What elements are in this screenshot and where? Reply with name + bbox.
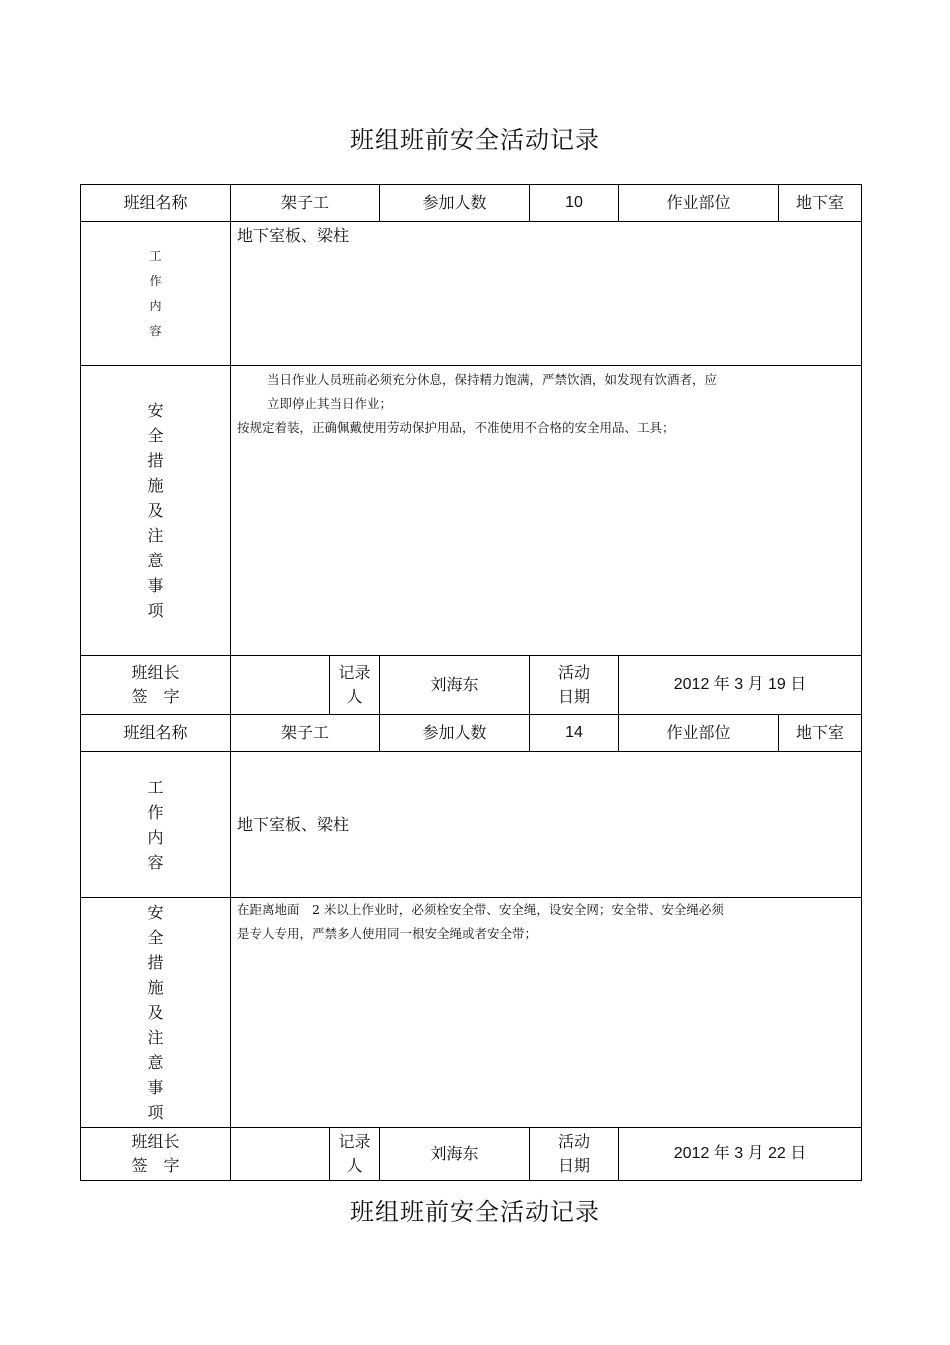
- record-2-signature-row: [81, 1128, 862, 1181]
- leader-sign-label: 班组长 签 字: [81, 656, 231, 715]
- leader-sign-label: 班组长 签 字: [81, 1128, 231, 1181]
- recorder-value: 刘海东: [380, 656, 530, 715]
- work-location-label: 作业部位: [619, 715, 779, 752]
- activity-date-label: 活动 日期: [530, 1128, 619, 1181]
- record-2-safety-row: [81, 898, 862, 1128]
- team-name-label: 班组名称: [81, 185, 231, 222]
- participants-value: 10: [530, 185, 619, 222]
- work-content-label: 工 作 内 容: [81, 222, 231, 366]
- page-title: 班组班前安全活动记录: [350, 126, 600, 154]
- recorder-value: 刘海东: [380, 1128, 530, 1181]
- team-name-value: 架子工: [231, 185, 380, 222]
- activity-date-label: 活动 日期: [530, 656, 619, 715]
- leader-signature-value: [231, 656, 330, 715]
- work-content-value: 地下室板、梁柱: [231, 752, 862, 898]
- participants-label: 参加人数: [380, 715, 530, 752]
- work-location-label: 作业部位: [619, 185, 779, 222]
- record-1-work-content-row: [81, 222, 862, 366]
- activity-record-table: [80, 184, 862, 1181]
- safety-line: 在距离地面 2 米以上作业时，必须栓安全带、安全绳，设安全网；安全带、安全绳必须: [237, 902, 724, 917]
- record-1-safety-row: [81, 366, 862, 656]
- footer-title: 班组班前安全活动记录: [350, 1198, 600, 1226]
- record-2-header-row: [81, 715, 862, 752]
- recorder-label: 记录 人: [330, 656, 380, 715]
- activity-date-value: 2012 年 3 月 22 日: [619, 1128, 862, 1181]
- record-2-work-content-row: [81, 752, 862, 898]
- work-location-value: 地下室: [779, 715, 862, 752]
- safety-measures-value: [231, 898, 862, 1128]
- team-name-label: 班组名称: [81, 715, 231, 752]
- safety-measures-label: 安 全 措 施 及 注 意 事 项: [81, 898, 231, 1128]
- safety-measures-value: [231, 366, 862, 656]
- activity-date-value: 2012 年 3 月 19 日: [619, 656, 862, 715]
- work-content-label: 工 作 内 容: [81, 752, 231, 898]
- work-location-value: 地下室: [779, 185, 862, 222]
- record-1-header-row: [81, 185, 862, 222]
- safety-line: 立即停止其当日作业；: [267, 396, 393, 411]
- work-content-value: 地下室板、梁柱: [231, 222, 862, 366]
- participants-value: 14: [530, 715, 619, 752]
- safety-line: 是专人专用，严禁多人使用同一根安全绳或者安全带；: [237, 926, 538, 941]
- recorder-label: 记录 人: [330, 1128, 380, 1181]
- safety-line: 当日作业人员班前必须充分休息，保持精力饱满，严禁饮酒，如发现有饮酒者，应: [267, 372, 718, 387]
- leader-signature-value: [231, 1128, 330, 1181]
- team-name-value: 架子工: [231, 715, 380, 752]
- safety-measures-label: 安 全 措 施 及 注 意 事 项: [81, 366, 231, 656]
- participants-label: 参加人数: [380, 185, 530, 222]
- safety-line: 按规定着装，正确佩戴使用劳动保护用品，不准使用不合格的安全用品、工具；: [237, 420, 675, 435]
- record-1-signature-row: [81, 656, 862, 715]
